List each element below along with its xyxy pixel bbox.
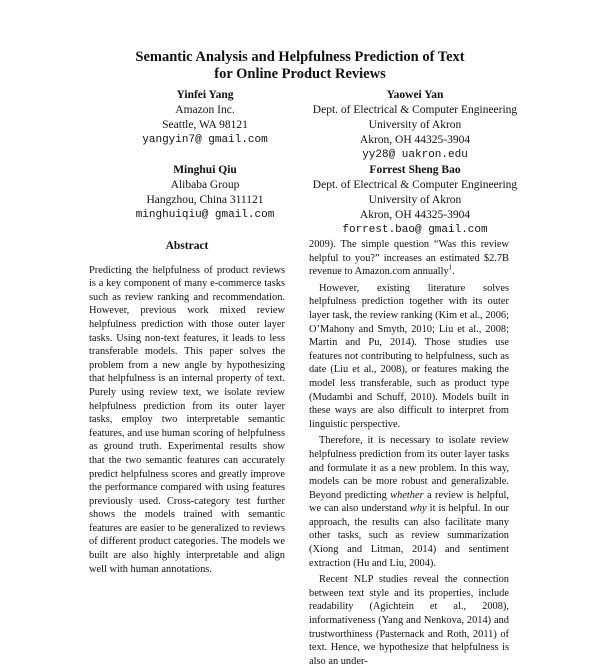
intro-paragraph-2: However, existing literature solves helpfulness prediction together with its outer layer task, the review ranking (Kim et al., 2006; O’Mahony and Smyth, 2010; Liu et al., 2008; Martin and Pu, 2014). Those studies use features not contributing to helpfulness, such as date (Liu et al., 2008), or features making the model less transferable, such as product type (Mudambi and Schuff, 2010). Models built in these ways are also difficult to interpret from linguistic perspective. [309, 282, 509, 430]
intro-paragraph-1 [309, 238, 509, 279]
author-email: yangyin7@ gmail.com [142, 134, 268, 146]
author-affiliation: Seattle, WA 98121 [162, 119, 248, 131]
author-block-4 [285, 163, 545, 238]
intro-p3-c: it is helpful. In our approach, the results can also facilitate many other tasks, such as review summarization (Xiong and Litman, 2014) and sentiment extraction (Hu and Liu, 2004). [309, 503, 509, 569]
author-affiliation: Hangzhou, China 311121 [146, 194, 264, 206]
abstract-column [89, 240, 285, 579]
author-name: Minghui Qiu [173, 164, 237, 176]
author-affiliation: Dept. of Electrical & Computer Engineering [312, 104, 518, 116]
abstract-heading: Abstract [165, 240, 209, 252]
author-name: Yaowei Yan [386, 89, 444, 101]
author-block-3 [105, 163, 305, 223]
author-name: Forrest Sheng Bao [369, 164, 461, 176]
intro-p3-why: why [409, 503, 427, 515]
author-affiliation: University of Akron [368, 119, 462, 131]
title-line-1: Semantic Analysis and Helpfulness Prediction of Text [135, 49, 465, 65]
intro-paragraph-3 [309, 434, 509, 570]
author-affiliation: Alibaba Group [170, 179, 240, 191]
intro-p1-text: 2009). The simple question “Was this review helpful to you?” increases an estimated $2.7B revenue to Amazon.com annually [309, 239, 509, 278]
author-affiliation: Akron, OH 44325-3904 [359, 134, 471, 146]
author-affiliation: Akron, OH 44325-3904 [359, 209, 471, 221]
author-block-2 [285, 88, 545, 163]
footnote-marker: 1 [448, 263, 453, 272]
abstract-text: Predicting the helpfulness of product reviews is a key component of many e-commerce tasks such as review ranking and recommendation. However, previous work mixed review helpfulness prediction with those outer layer tasks. Using non-text features, it leads to less transferable models. This paper solves the problem from a new angle by hypothesizing that helpfulness is an internal property of text. Purely using review text, we isolate review helpfulness prediction from its outer layer tasks, employ two interpretable semantic features, and use human scoring of helpfulness as ground truth. Experimental results show that the two semantic features can accurately predict helpfulness scores and greatly improve the performance compared with using features previously used. Cross-category test further shows the models trained with semantic features are easier to be generalized to reviews of different product categories. The models we built are also highly interpretable and align well with human annotations. [89, 264, 285, 575]
author-block-1 [105, 88, 305, 148]
paper-title [0, 49, 600, 83]
author-email: yy28@ uakron.edu [362, 149, 468, 161]
author-affiliation: Dept. of Electrical & Computer Engineering [312, 179, 518, 191]
author-name: Yinfei Yang [176, 89, 234, 101]
intro-paragraph-4: Recent NLP studies reveal the connection between text style and its properties, include readability (Agichtein et al., 2008), informativeness (Yang and Nenkova, 2014) and trustworthiness (Pasternack and Roth, 2011) of text. Hence, we hypothesize that helpfulness is also an under- [309, 574, 509, 667]
author-affiliation: University of Akron [368, 194, 462, 206]
author-email: forrest.bao@ gmail.com [342, 224, 488, 236]
intro-p3-whether: whether [390, 489, 424, 501]
author-email: minghuiqiu@ gmail.com [135, 209, 275, 221]
title-line-2: for Online Product Reviews [214, 66, 386, 82]
intro-p1-end: . [452, 266, 455, 278]
author-affiliation: Amazon Inc. [175, 104, 235, 116]
intro-p3-a: Therefore, it is necessary to isolate review helpfulness prediction from its outer layer tasks and formulate it as a new problem. In this way, models can be more robust and generalizable. Beyond predicting [309, 435, 509, 501]
introduction-column [309, 238, 509, 671]
intro-p3-b: a review is helpful, we can also understand [309, 489, 509, 515]
